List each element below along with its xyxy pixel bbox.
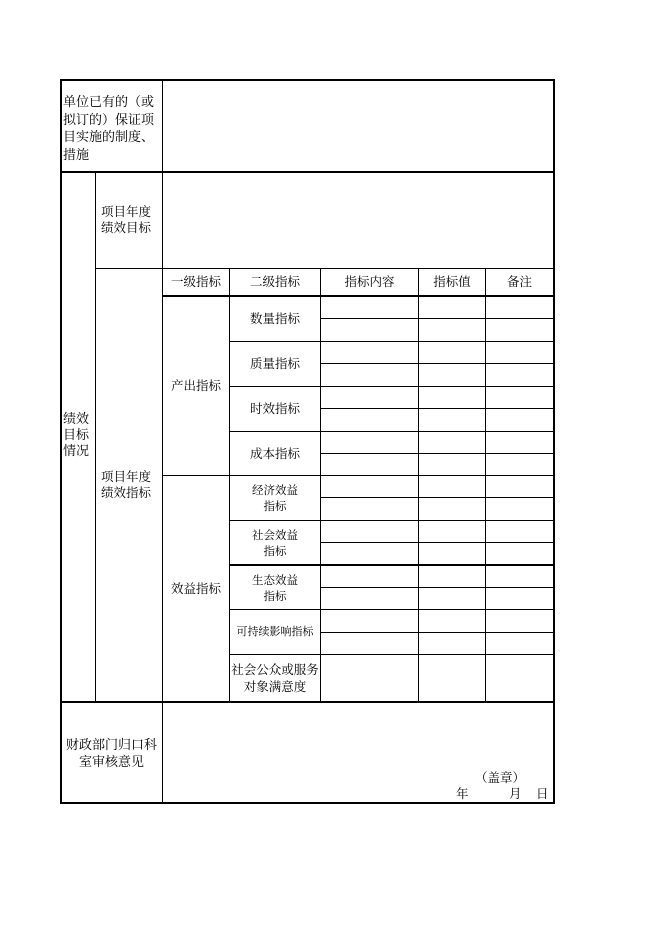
header-level1: 一级指标 — [170, 274, 221, 289]
perf-section-label: 绩效目标情况 — [63, 412, 90, 459]
sub-row-divider — [320, 363, 554, 364]
divider-goal — [95, 268, 163, 269]
level2-timeliness: 时效指标 — [249, 401, 300, 416]
level2-quantity: 数量指标 — [249, 311, 300, 326]
border-right — [553, 79, 555, 804]
sub-row-divider — [320, 497, 554, 498]
sub-row-divider — [320, 408, 554, 409]
col-value — [418, 268, 419, 702]
sub-row-divider — [320, 587, 554, 588]
divider-measures — [60, 171, 555, 173]
border-bottom — [60, 802, 555, 804]
annual-goal-label: 项目年度绩效目标 — [101, 204, 152, 235]
sub-row-divider — [320, 542, 554, 543]
level1-output: 产出指标 — [170, 378, 221, 393]
annual-indicator-label: 项目年度绩效指标 — [101, 469, 152, 500]
col-remark — [485, 268, 486, 702]
level2-quality: 质量指标 — [249, 356, 300, 371]
measures-label: 单位已有的（或拟订的）保证项目实施的制度、措施 — [63, 95, 155, 163]
review-label: 财政部门归口科室审核意见 — [65, 738, 157, 770]
header-level2: 二级指标 — [249, 274, 300, 289]
level1-benefit: 效益指标 — [170, 580, 221, 596]
seal-label: （盖章） — [475, 770, 526, 785]
col-content — [320, 268, 321, 702]
date-day: 日 — [536, 786, 549, 801]
border-top — [60, 79, 555, 81]
level2-social: 社会效益指标 — [252, 527, 298, 558]
level2-sustainable: 可持续影响指标 — [236, 625, 314, 638]
col-divider-perf — [95, 172, 96, 702]
level2-cost: 成本指标 — [249, 445, 300, 461]
level2-economic: 经济效益指标 — [252, 483, 298, 513]
header-content: 指标内容 — [344, 274, 395, 289]
border-left — [60, 79, 62, 804]
header-value: 指标值 — [433, 274, 471, 289]
header-remark: 备注 — [506, 274, 532, 289]
sub-row-divider — [320, 318, 554, 319]
sub-row-divider — [320, 453, 554, 454]
date-month: 月 — [509, 786, 522, 801]
divider-review — [60, 701, 555, 703]
date-year: 年 — [456, 786, 469, 801]
level2-satisfaction: 社会公众或服务对象满意度 — [231, 662, 319, 694]
level2-ecological: 生态效益指标 — [252, 572, 298, 603]
sub-row-divider — [320, 632, 554, 633]
